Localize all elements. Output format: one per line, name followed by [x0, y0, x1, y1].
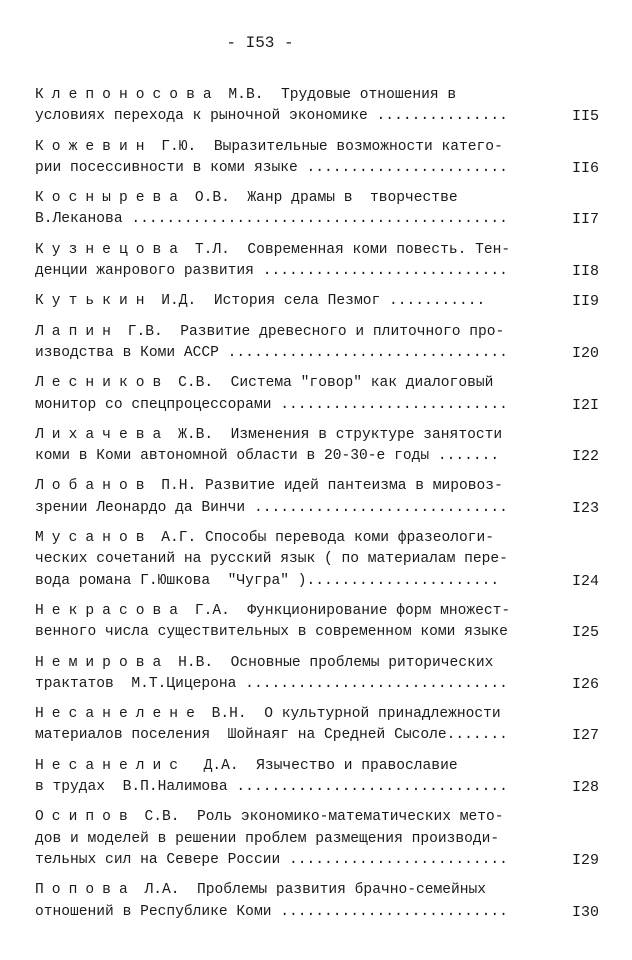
- toc-entry: [35, 756, 605, 799]
- entry-page-number: I28: [571, 779, 599, 797]
- entry-title-start: О.В. Жанр драмы в творчестве: [186, 190, 458, 207]
- entry-first-line: [35, 756, 525, 777]
- entry-first-line: [35, 601, 525, 622]
- entry-title-line: ческих сочетаний на русский язык ( по материалам пере-: [35, 551, 508, 568]
- table-of-contents: [35, 85, 605, 932]
- entry-first-line: [35, 240, 525, 261]
- entry-title-start: П.Н. Развитие идей пантеизма в мировоз-: [152, 478, 503, 495]
- entry-author: Лесников: [35, 375, 170, 392]
- entry-first-line: [35, 653, 525, 674]
- toc-entry: [35, 373, 605, 416]
- entry-author: Осипов: [35, 809, 136, 826]
- entry-first-line: [35, 807, 525, 828]
- entry-title-start: Г.А. Функционирование форм множест-: [186, 602, 511, 619]
- entry-page-number: I22: [571, 448, 599, 466]
- entry-page-number: I23: [571, 499, 599, 517]
- entry-first-line: [35, 476, 525, 497]
- entry-page-number: II8: [571, 263, 599, 281]
- entry-title-line: вода романа Г.Юшкова "Чугра" )......................: [35, 572, 500, 589]
- entry-title-line: коми в Коми автономной области в 20-30-е годы .......: [35, 448, 500, 465]
- entry-author: Кутькин: [35, 293, 153, 310]
- entry-author: Несанелене: [35, 706, 203, 723]
- entry-author: Лапин: [35, 323, 119, 340]
- entry-first-line: [35, 322, 525, 343]
- entry-page-number: I24: [571, 572, 599, 590]
- toc-entry: [35, 653, 605, 696]
- entry-first-line: [35, 373, 525, 394]
- entry-title-line: в трудах В.П.Налимова ...............................: [35, 779, 508, 796]
- entry-title-start: Т.Л. Современная коми повесть. Тен-: [186, 241, 511, 258]
- entry-first-line: [35, 880, 525, 901]
- entry-title-line: изводства в Коми АССР ................................: [35, 344, 508, 361]
- entry-page-number: I25: [571, 624, 599, 642]
- toc-entry: [35, 704, 605, 747]
- entry-title-line: денции жанрового развития ............................: [35, 263, 508, 280]
- entry-title-line: В.Леканова ...........................................: [35, 211, 508, 228]
- entry-page-number: I26: [571, 675, 599, 693]
- entry-author: Кожевин: [35, 138, 153, 155]
- toc-entry: [35, 240, 605, 283]
- entry-title-start: Г.В. Развитие древесного и плиточного про-: [118, 323, 505, 340]
- entry-author: Попова: [35, 882, 136, 899]
- entry-title-start: С.В. Роль экономико-математических мето-: [135, 809, 504, 826]
- toc-entry: [35, 188, 605, 231]
- entry-title-start: М.В. Трудовые отношения в: [219, 87, 457, 103]
- entry-title-start: С.В. Система "говор" как диалоговый: [169, 375, 494, 392]
- entry-first-line: [35, 528, 525, 549]
- toc-entry: [35, 291, 605, 312]
- entry-title-start: Д.А. Язычество и православие: [186, 757, 458, 774]
- entry-first-line: [35, 425, 525, 446]
- toc-entry: [35, 476, 605, 519]
- toc-entry: [35, 880, 605, 923]
- entry-author: Лихачева: [35, 426, 170, 443]
- toc-entry: [35, 322, 605, 365]
- toc-entry: [35, 601, 605, 644]
- entry-title-line: венного числа существительных в современном коми языке: [35, 624, 508, 641]
- entry-title-line: трактатов М.Т.Цицерона ..............................: [35, 675, 508, 692]
- entry-title-line: материалов поселения Шойнаяг на Средней Сысоле.......: [35, 727, 508, 744]
- entry-page-number: II7: [571, 211, 599, 229]
- entry-page-number: I2I: [571, 396, 599, 414]
- entry-first-line: [35, 291, 525, 312]
- toc-entry: [35, 425, 605, 468]
- page-number-header: - I53 -: [226, 34, 294, 52]
- entry-first-line: [35, 85, 525, 106]
- entry-page-number: II9: [571, 293, 599, 311]
- entry-first-line: [35, 188, 525, 209]
- entry-author: Мусанов: [35, 530, 153, 547]
- entry-author: Клепоносова: [35, 87, 220, 103]
- toc-entry: [35, 137, 605, 180]
- entry-page-number: I27: [571, 727, 599, 745]
- entry-title-line: зрении Леонардо да Винчи .............................: [35, 499, 508, 516]
- entry-title-line: условиях перехода к рыночной экономике ...............: [35, 108, 508, 125]
- toc-entry: [35, 807, 605, 871]
- entry-author: Немирова: [35, 654, 170, 671]
- entry-first-line: [35, 704, 525, 725]
- toc-entry: [35, 528, 605, 592]
- entry-title-line: рии посессивности в коми языке .......................: [35, 159, 508, 176]
- entry-author: Некрасова: [35, 602, 187, 619]
- entry-title-start: Л.А. Проблемы развития брачно-семейных: [135, 882, 487, 899]
- entry-title-start: А.Г. Способы перевода коми фразеологи-: [152, 530, 495, 547]
- entry-page-number: II6: [571, 159, 599, 177]
- entry-page-number: I30: [571, 903, 599, 921]
- entry-page-number: I20: [571, 344, 599, 362]
- entry-title-start: Ж.В. Изменения в структуре занятости: [169, 426, 503, 443]
- entry-title-start: Н.В. Основные проблемы риторических: [169, 654, 494, 671]
- entry-first-line: [35, 137, 525, 158]
- entry-title-start: В.Н. О культурной принадлежности: [202, 706, 501, 723]
- entry-title-start: Г.Ю. Выразительные возможности катего-: [152, 138, 503, 155]
- entry-page-number: I29: [571, 851, 599, 869]
- entry-title-line: тельных сил на Севере России .........................: [35, 851, 508, 868]
- entry-author: Лобанов: [35, 478, 153, 495]
- entry-title-line: монитор со спецпроцессорами ..........................: [35, 396, 508, 413]
- entry-page-number: II5: [571, 108, 599, 126]
- entry-author: Коснырева: [35, 190, 187, 207]
- entry-author: Несанелис: [35, 757, 187, 774]
- toc-entry: [35, 85, 605, 128]
- entry-title-line: дов и моделей в решении проблем размещения производи-: [35, 830, 500, 847]
- entry-title-start: И.Д. История села Пезмог ...........: [152, 293, 486, 310]
- entry-author: Кузнецова: [35, 241, 187, 258]
- entry-title-line: отношений в Республике Коми ..........................: [35, 903, 508, 920]
